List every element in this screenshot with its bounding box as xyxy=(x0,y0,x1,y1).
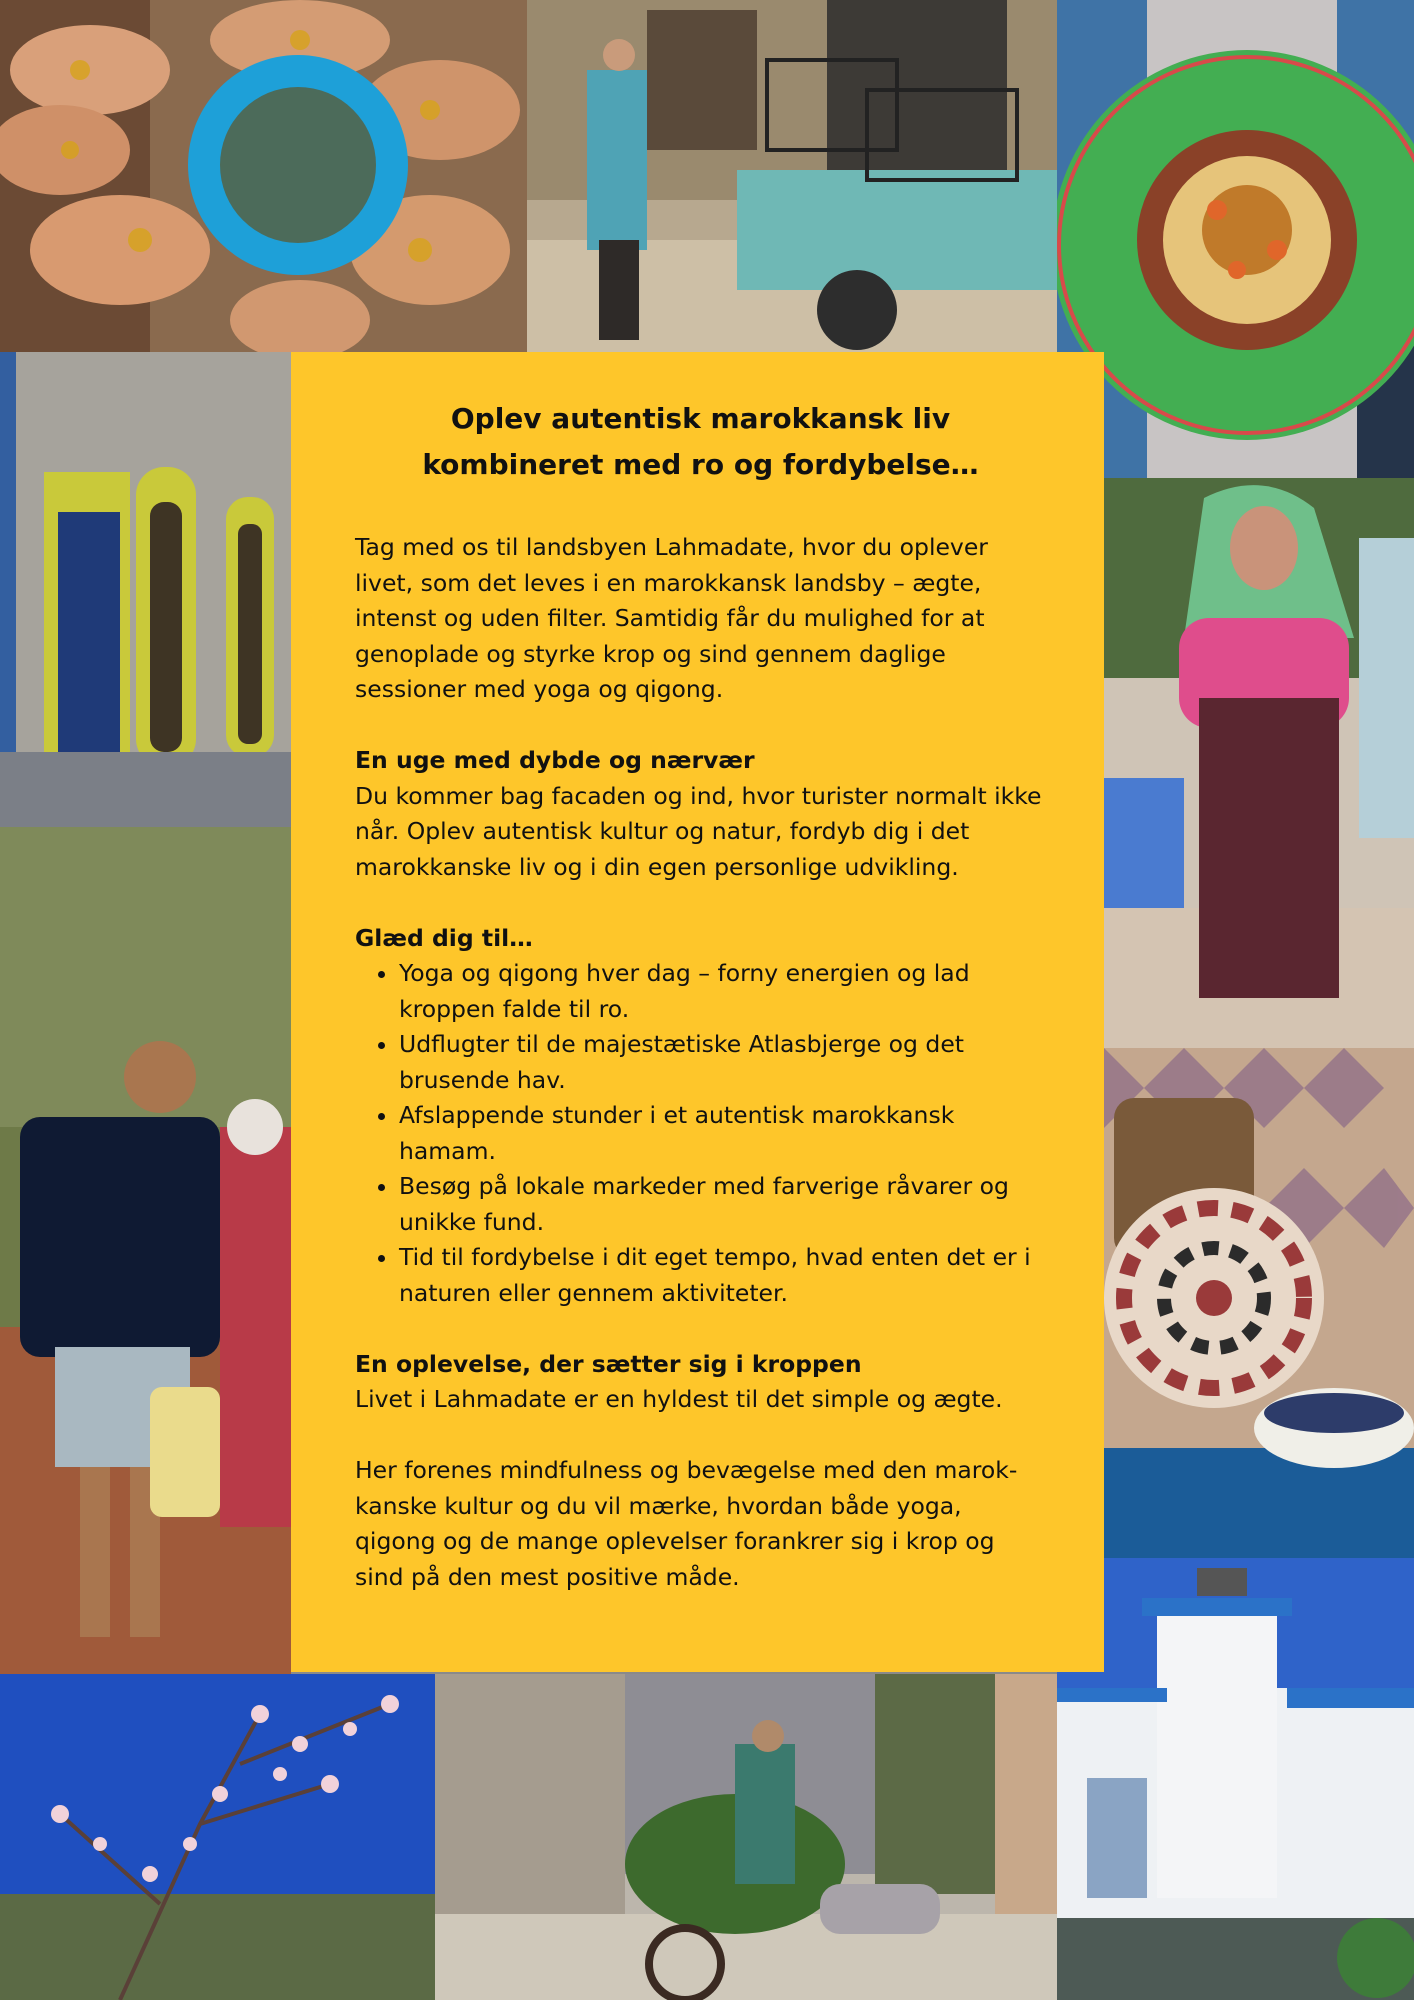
list-item: • Besøg på lokale markeder med farverige råvarer og unikke fund. xyxy=(399,1169,1046,1240)
text-panel xyxy=(291,352,1104,1672)
photo-man-walking-path xyxy=(0,827,291,1674)
list-item: • Afslappende stunder i et autentisk marokkansk hamam. xyxy=(399,1098,1046,1169)
list-item: • Udflugter til de majestætiske Atlasbjerge og det brusende hav. xyxy=(399,1027,1046,1098)
section-heading-experience: En oplevelse, der sætter sig i kroppen xyxy=(355,1349,862,1378)
photo-woman-green-scarf xyxy=(1104,478,1414,1048)
list-item: • Yoga og qigong hver dag – forny energien og lad kroppen falde til ro. xyxy=(399,956,1046,1027)
intro-paragraph: Tag med os til landsbyen Lahmadate, hvor du oplever livet, som det leves i en marokkansk landsby – ægte, intenst og uden filter. Samtidig får du mulighed for at genoplade og styrke krop og sind gennem daglige sessioner med yoga og qigong. xyxy=(355,533,988,703)
photo-tagine-on-table xyxy=(1057,0,1414,478)
page-title xyxy=(355,396,1046,488)
photo-white-house-blue-sky xyxy=(1057,1558,1414,2000)
section-text-depth: Du kommer bag facaden og ind, hvor turister normalt ikke når. Oplev autentisk kultur og natur, fordyb dig i det marokkanske liv og i din egen personlige udvikling. xyxy=(355,781,1042,881)
section-heading-look-forward: Glæd dig til… xyxy=(355,923,533,952)
section-heading-depth: En uge med dybde og nærvær xyxy=(355,746,755,774)
photo-donkey-cart xyxy=(435,1674,1057,2000)
photo-woven-basket-and-bowl xyxy=(1104,1048,1414,1558)
highlights-list xyxy=(355,956,1046,1311)
title-line-2: kombineret med ro og fordybelse… xyxy=(422,448,979,481)
photo-man-with-cart xyxy=(527,0,1057,352)
photo-hands-with-fish-bowl xyxy=(0,0,527,352)
closing-paragraph: Her forenes mindfulness og bevægelse med den marok-kanske kultur og du vil mærke, hvordan både yoga, qigong og de mange oplevelser forankrer sig i krop og sind på den mest positive måde. xyxy=(355,1456,1018,1591)
section-text-experience: Livet i Lahmadate er en hyldest til det simple og ægte. xyxy=(355,1385,1003,1413)
photo-wall-with-doors xyxy=(0,352,291,827)
title-line-1: Oplev autentisk marokkansk liv xyxy=(450,402,951,435)
list-item: • Tid til fordybelse i dit eget tempo, hvad enten det er i naturen eller gennem aktiviteter. xyxy=(399,1240,1046,1311)
photo-almond-blossom xyxy=(0,1674,435,2000)
